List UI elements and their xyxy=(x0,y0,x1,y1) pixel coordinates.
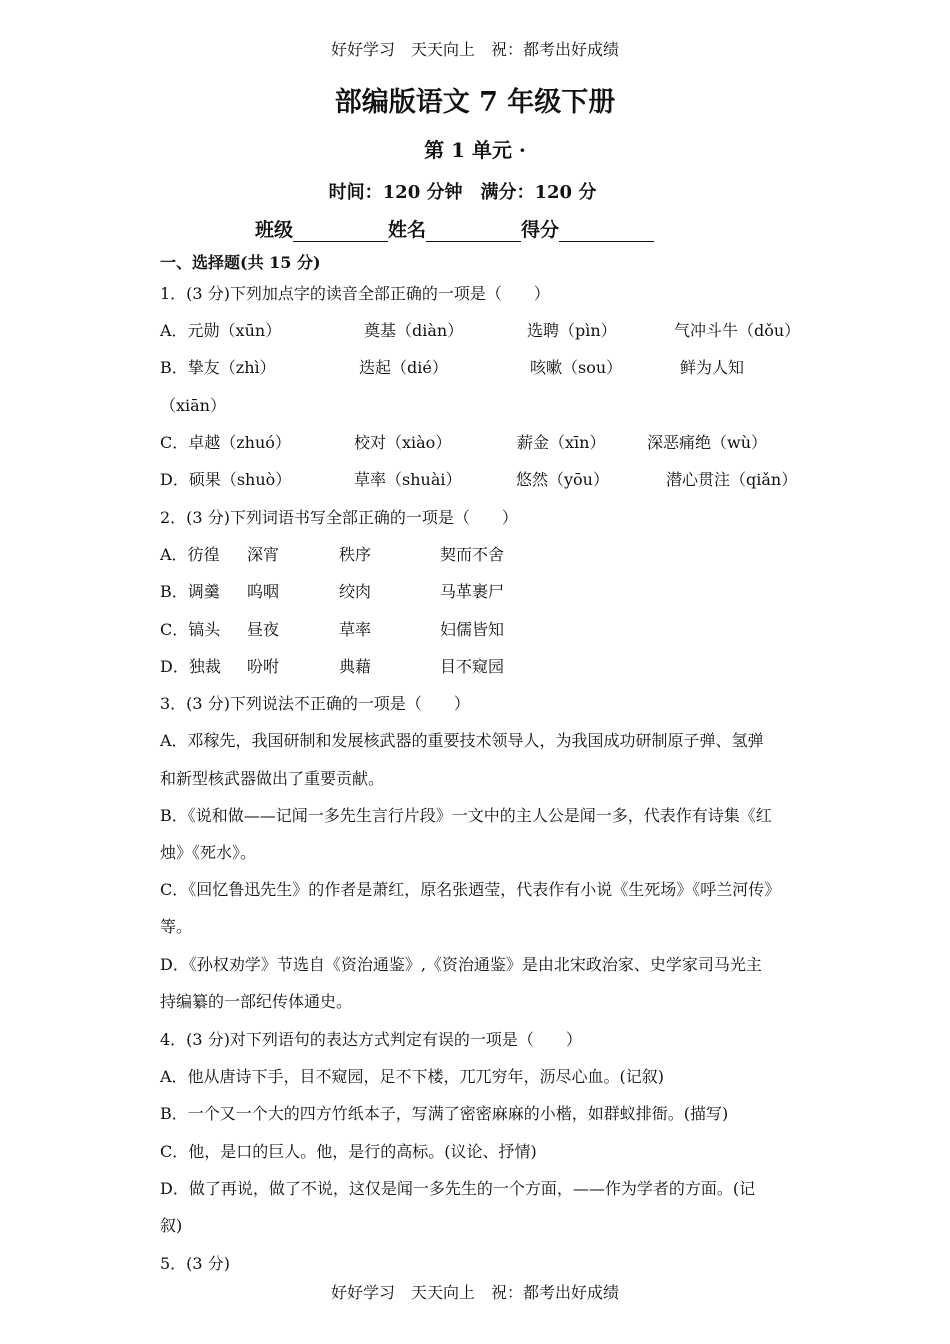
section-heading: 一、选择题(共 15 分) xyxy=(160,253,321,272)
question-5-stem: 5．(3 分) xyxy=(160,1254,230,1273)
score-blank xyxy=(559,221,654,242)
q4-option-b: B．一个又一个大的四方竹纸本子，写满了密密麻麻的小楷，如群蚁排衙。(描写) xyxy=(160,1104,729,1123)
class-name-score-line xyxy=(255,215,654,242)
q4-option-c: C．他，是口的巨人。他，是行的高标。(议论、抒情) xyxy=(160,1142,537,1161)
q2-option-b-1: B．调羹 xyxy=(160,582,220,601)
q3-option-d-line1: D．《孙权劝学》节选自《资治通鉴》,《资治通鉴》是由北宋政治家、史学家司马光主 xyxy=(160,955,762,974)
q3-option-b-line2: 烛》《死水》。 xyxy=(160,843,257,862)
q1-option-a-4: 气冲斗牛（dǒu） xyxy=(674,321,801,340)
q1-option-c-3: 薪金（xīn） xyxy=(517,433,606,452)
time-score-info: 时间：120 分钟 满分：120 分 xyxy=(328,182,597,203)
q2-option-d-1: D．独裁 xyxy=(160,657,221,676)
class-label: 班级 xyxy=(255,219,294,241)
q1-option-b-4: 鲜为人知 xyxy=(680,358,745,377)
question-2-stem: 2．(3 分)下列词语书写全部正确的一项是（ ） xyxy=(160,508,518,527)
q3-option-d-line2: 持编纂的一部纪传体通史。 xyxy=(160,992,353,1011)
question-1-stem: 1．(3 分)下列加点字的读音全部正确的一项是（ ） xyxy=(160,284,550,303)
q1-option-b-1: B．挚友（zhì） xyxy=(160,358,276,377)
unit-subtitle: 第 1 单元 · xyxy=(424,138,526,162)
name-blank xyxy=(426,221,521,242)
q1-option-b-3: 咳嗽（sou） xyxy=(530,358,623,377)
q4-option-d-line2: 叙) xyxy=(160,1216,183,1235)
q2-option-c-4: 妇儒皆知 xyxy=(440,620,505,639)
q2-option-a-1: A．彷徨 xyxy=(160,545,220,564)
q1-option-c-1: C．卓越（zhuó） xyxy=(160,433,291,452)
q3-option-a-line2: 和新型核武器做出了重要贡献。 xyxy=(160,769,385,788)
q2-option-b-4: 马革裹尸 xyxy=(440,582,505,601)
q1-option-a-3: 选聘（pìn） xyxy=(527,321,617,340)
q2-option-d-3: 典藉 xyxy=(339,657,372,676)
q1-option-a-1: A．元勋（xūn） xyxy=(160,321,282,340)
q2-option-a-4: 契而不舍 xyxy=(440,545,505,564)
page-footer: 好好学习 天天向上 祝：都考出好成绩 xyxy=(330,1283,619,1302)
q4-option-a: A．他从唐诗下手，目不窥园，足不下楼，兀兀穷年，沥尽心血。(记叙) xyxy=(160,1067,665,1086)
q2-option-d-4: 目不窥园 xyxy=(440,657,505,676)
q1-option-b-2: 迭起（dié） xyxy=(359,358,448,377)
q1-option-d-2: 草率（shuài） xyxy=(354,470,462,489)
q1-option-c-2: 校对（xiào） xyxy=(354,433,452,452)
q3-option-c-line2: 等。 xyxy=(160,917,193,936)
class-blank xyxy=(293,221,388,242)
q2-option-a-3: 秩序 xyxy=(339,545,372,564)
question-4-stem: 4．(3 分)对下列语句的表达方式判定有误的一项是（ ） xyxy=(160,1030,582,1049)
q4-option-d-line1: D．做了再说，做了不说，这仅是闻一多先生的一个方面，——作为学者的方面。(记 xyxy=(160,1179,756,1198)
name-label: 姓名 xyxy=(388,219,427,241)
page-title: 部编版语文 7 年级下册 xyxy=(334,87,616,118)
q2-option-a-2: 深宵 xyxy=(247,545,280,564)
q2-option-b-3: 绞肉 xyxy=(339,582,372,601)
q3-option-a-line1: A．邓稼先，我国研制和发展核武器的重要技术领导人，为我国成功研制原子弹、氢弹 xyxy=(160,731,764,750)
q1-option-c-4: 深恶痛绝（wù） xyxy=(647,433,768,452)
q2-option-c-3: 草率 xyxy=(339,620,372,639)
page-header: 好好学习 天天向上 祝：都考出好成绩 xyxy=(330,40,619,59)
q3-option-b-line1: B．《说和做——记闻一多先生言行片段》一文中的主人公是闻一多，代表作有诗集《红 xyxy=(160,806,772,825)
score-label: 得分 xyxy=(521,219,560,241)
q1-option-d-3: 悠然（yōu） xyxy=(516,470,609,489)
q1-option-b-cont: （xiān） xyxy=(160,396,226,415)
q2-option-c-1: C．镐头 xyxy=(160,620,221,639)
q1-option-a-2: 奠基（diàn） xyxy=(364,321,464,340)
q2-option-d-2: 吩咐 xyxy=(247,657,280,676)
q1-option-d-4: 潜心贯注（qiǎn） xyxy=(666,470,798,489)
q2-option-c-2: 昼夜 xyxy=(247,620,280,639)
question-3-stem: 3．(3 分)下列说法不正确的一项是（ ） xyxy=(160,694,470,713)
q2-option-b-2: 呜咽 xyxy=(247,582,280,601)
q3-option-c-line1: C．《回忆鲁迅先生》的作者是萧红，原名张迺莹，代表作有小说《生死场》《呼兰河传》 xyxy=(160,880,781,899)
q1-option-d-1: D．硕果（shuò） xyxy=(160,470,292,489)
